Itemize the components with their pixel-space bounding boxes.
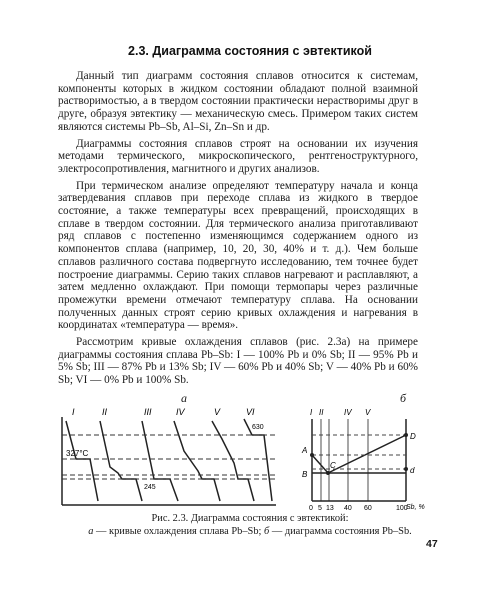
- label-C: C: [330, 461, 336, 470]
- liquidus-line: [312, 435, 406, 473]
- roman-b-I: I: [310, 408, 313, 417]
- x-tick-60: 60: [364, 505, 372, 512]
- x-tick-5: 5: [318, 505, 322, 512]
- paragraph-4: Рассмотрим кривые охлаждения сплавов (рис. 2.3а) на примере диаграммы состояния сплава Pb–Sb: I — 100% Pb и 0% Sb; II — 95% Pb и 5% Sb; III — 87% Pb и 13% Sb; IV — 60% Pb и 40% Sb; V — 40% Pb и 60% Sb; VI — 0% Pb и 100% Sb.: [58, 336, 418, 387]
- temp-245-label: 245: [144, 484, 156, 491]
- x-tick-100: 100: [396, 505, 408, 512]
- label-B: B: [302, 470, 308, 479]
- label-d: d: [410, 466, 415, 475]
- caption-a-letter: а: [88, 526, 94, 537]
- body-text: [58, 70, 418, 391]
- roman-label-II: II: [102, 407, 108, 417]
- cooling-curve-II: [100, 421, 142, 501]
- phase-diagram-panel: [298, 405, 428, 513]
- cooling-curves-panel: [50, 405, 282, 513]
- x-tick-0: 0: [309, 505, 313, 512]
- roman-label-IV: IV: [176, 407, 185, 417]
- x-unit-label: Sb, %: [406, 504, 425, 511]
- point-d: [404, 467, 408, 471]
- roman-label-III: III: [144, 407, 152, 417]
- figure-caption: [0, 512, 500, 538]
- caption-a-text: — кривые охлаждения сплава Pb–Sb;: [93, 526, 265, 537]
- cooling-curve-VI: [244, 419, 272, 501]
- paragraph-2: Диаграммы состояния сплавов строят на основании их изучения методами термического, микроскопического, рентгеноструктурного, электросопротивления, магнитного и других анализов.: [58, 137, 418, 175]
- caption-b-text: — диаграмма состояния Pb–Sb.: [269, 526, 412, 537]
- label-A: A: [302, 446, 308, 455]
- temp-327-label: 327°C: [66, 449, 89, 458]
- x-tick-13: 13: [326, 505, 334, 512]
- figure-label-b: б: [400, 391, 407, 405]
- cooling-curve-V: [212, 421, 254, 501]
- roman-label-V: V: [214, 407, 221, 417]
- roman-label-I: I: [72, 407, 75, 417]
- point-D: [404, 433, 408, 437]
- caption-line-2: [0, 525, 500, 538]
- roman-b-II: II: [319, 408, 324, 417]
- caption-b-letter: б: [264, 526, 270, 537]
- section-heading: 2.3. Диаграмма состояния с эвтектикой: [128, 44, 372, 58]
- label-D: D: [410, 432, 416, 441]
- cooling-curve-IV: [174, 421, 220, 501]
- paragraph-3: При термическом анализе определяют температуру начала и конца затвердевания сплавов при переходе сплава из жидкого в твердое состояние, а также температуры всех превращений, происходящих в сплаве в твердом состоянии. Для термического анализа приготавливают ряд сплавов с постепенно изменяющимся содержанием одного из компонентов сплава (например, 10, 20, 30, 40% и т. д.). Чем больше сплавов различного состава подвергнуто исследованию, тем точнее будет построение диаграммы. Серию таких сплавов нагревают и расплавляют, а затем медленно охлаждают. При помощи термопары через различные промежутки времени отмечают температуру сплава. На основании полученных данных строят серию кривых охлаждения и нагревания в координатах «температура — время».: [58, 179, 418, 332]
- point-C: [326, 471, 330, 475]
- roman-label-VI: VI: [246, 407, 255, 417]
- page-number: 47: [426, 538, 438, 550]
- x-tick-40: 40: [344, 505, 352, 512]
- caption-line-1: Рис. 2.3. Диаграмма состояния с эвтектикой:: [151, 513, 349, 524]
- roman-b-IV: IV: [344, 408, 352, 417]
- figure-label-a: а: [181, 391, 187, 405]
- temp-630-label: 630: [252, 424, 264, 431]
- paragraph-1: Данный тип диаграмм состояния сплавов относится к системам, компоненты которых в жидком состоянии обладают полной взаимной растворимостью, а в твердом состоянии практически нерастворимы друг в друге, образуя эвтектику — механическую смесь. Примером таких систем являются системы Pb–Sb, Al–Si, Zn–Sn и др.: [58, 70, 418, 133]
- roman-b-V: V: [365, 408, 371, 417]
- cooling-curve-I: [66, 421, 98, 501]
- point-A: [310, 453, 314, 457]
